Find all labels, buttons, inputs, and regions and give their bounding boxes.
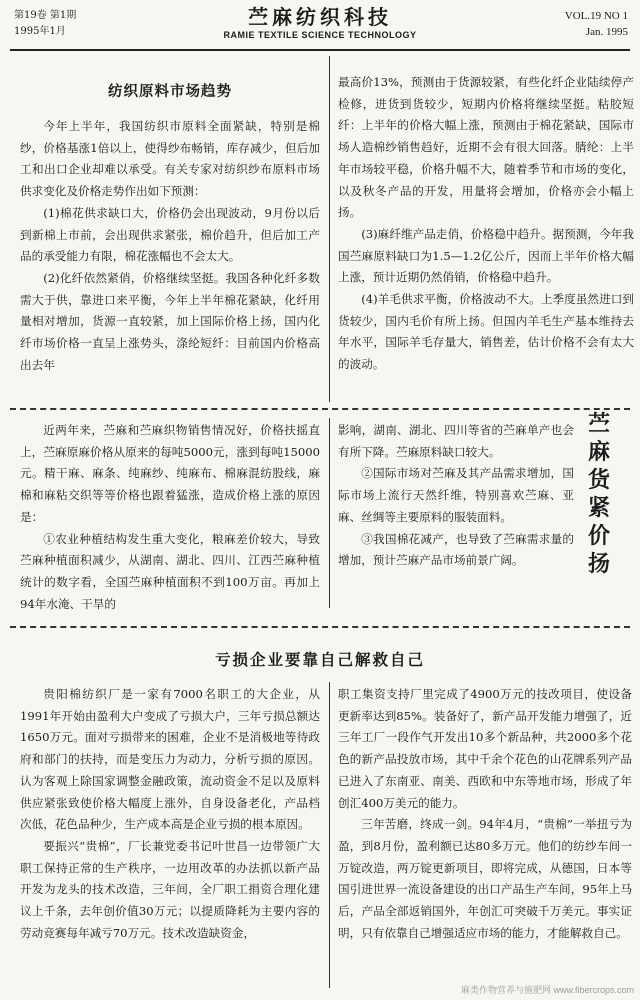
- article2-right-column: [338, 420, 574, 610]
- section-divider: [10, 626, 630, 628]
- volume-issue-cn: 第19卷 第1期: [14, 10, 77, 21]
- article2-title: 苎麻货紧价扬: [587, 411, 610, 577]
- header-center: [150, 6, 490, 42]
- article3-left-column: [20, 684, 320, 990]
- volume-issue-en: VOL.19 NO 1: [564, 10, 628, 22]
- journal-title-en: RAMIE TEXTILE SCIENCE TECHNOLOGY: [223, 30, 417, 40]
- article3-paragraph: 职工集资支持厂里完成了4900万元的技改项目，使设备更新率达到85%。装备好了，新产品开发能力增强了，近三年工厂一段作气开发出10多个新品种，共2000多个花色的新产品投放市场，其中千余个花色的山花牌系列产品已进入了东南亚、南美、西欧和中东等地市场，形成了年创汇400万美元的能力。: [338, 687, 632, 810]
- column-divider: [329, 56, 330, 402]
- article2-paragraph: ①农业种植结构发生重大变化，粮麻差价较大，导致苎麻种植面积减少，从湖南、湖北、四川、江西苎麻种植统计的数字看，全国苎麻种植面积不到100万亩。再加上94年水淹、干旱的: [20, 531, 320, 610]
- journal-header: [0, 0, 640, 50]
- watermark: 麻类作物营养与施肥网 www.fibercrops.com: [460, 985, 634, 995]
- article1-left-column: [20, 116, 320, 406]
- section-divider: [10, 408, 630, 410]
- header-left: [14, 8, 76, 40]
- article2-left-column: [20, 420, 320, 610]
- article3-right-column: [338, 684, 632, 990]
- journal-title-cn: 苎麻纺织科技: [248, 5, 392, 29]
- header-rule: [10, 49, 630, 51]
- article1-paragraph: (1)棉花供求缺口大，价格仍会出现波动，9月份以后到新棉上市前，会出现供求紧张，棉价趋升，但后加工产品的承受能力有限，棉花涨幅也不会太大。: [20, 205, 320, 264]
- article3-title: 亏损企业要靠自己解救自己: [214, 650, 425, 669]
- article1-paragraph: (3)麻纤维产品走俏，价格稳中趋升。据预测，今年我国苎麻原料缺口为1.5—1.2亿公斤，因而上半年价格大幅上涨，预计近期仍然俏销，价格稳中趋升。: [338, 226, 634, 285]
- article1-paragraph: (2)化纤依然紧俏，价格继续坚挺。我国各种化纤多数需大于供，靠进口来平衡，今年上半年棉花紧缺，化纤用量相对增加，货源一直较紧，加上国际价格上扬，国内化纤市场价格一直呈上涨势头，涤纶短纤：目前国内价格高出去年: [20, 270, 320, 372]
- date-en: Jan. 1995: [585, 26, 628, 38]
- article1-paragraph: 最高价13%，预测由于货源较紧，有些化纤企业陆续停产检修，进货到货较少，短期内价格将继续坚挺。粘胶短纤：上半年的价格大幅上涨，预测由于棉花紧缺，国际市场人造棉纱销售趋好，近期不会有很大回落。腈纶：上半年市场较平稳，价格升幅不大，随着季节和市场的变化，以及秋冬产品的开发，用量将会增加，价格亦会小幅上扬。: [338, 75, 634, 220]
- article3-paragraph: 三年苦磨，终成一剑。94年4月，“贵棉”一举扭亏为盈，到8月份，盈利额已达80多万元。他们的纺纱车间一万锭改造，两万锭更新项目，即将完成，从德国，日本等国引进世界一流设备建设的出口产品生产车间，95年上马后，产品全部返销国外，年创汇可突破千万美元。事实证明，只有依靠自己增强适应市场的能力，才能解救自己。: [338, 817, 632, 940]
- article3-paragraph: 要振兴“贵棉”，厂长兼党委书记叶世昌一边带领广大职工保持正常的生产秩序，一边用改革的办法抓以新产品开发为龙头的技术改造，三年间，全厂职工捐资合理化建议上千条，去年创价值30万元；以提质降耗为主要内容的劳动竞赛每年减亏70万元。技术改造缺资金，: [20, 838, 320, 940]
- column-divider: [329, 418, 330, 608]
- article3-paragraph: 贵阳棉纺织厂是一家有7000名职工的大企业，从1991年开始由盈利大户变成了亏损大户，三年亏损总额达1650万元。面对亏损带来的困难，企业不是消极地等待政府和部门的扶持，而是变压力为动力，分析亏损的原因。认为客观上除国家调整金融政策，流动资金不足以及原料供应紧张致使价格大幅度上涨外，自身设备老化，产品档次低，花色品种少，生产成本高是企业亏损的根本原因。: [20, 687, 320, 832]
- article1-title: 纺织原料市场趋势: [108, 83, 232, 100]
- date-cn: 1995年1月: [14, 26, 66, 37]
- article1-right-column: [338, 72, 634, 406]
- header-right: [565, 8, 628, 40]
- article2-paragraph: 近两年来，苎麻和苎麻织物销售情况好，价格扶摇直上，苎麻原麻价格从原来的每吨5000元，涨到每吨15000元。精干麻、麻条、纯麻纱、纯麻布、棉麻混纺股线，麻棉和麻粘交织等等价格也跟着猛涨，造成价格上涨的原因是：: [20, 423, 320, 524]
- column-divider: [329, 682, 330, 988]
- article2-paragraph: ③我国棉花减产，也导致了苎麻需求量的增加，预计苎麻产品市场前景广阔。: [338, 531, 574, 568]
- article1-paragraph: 今年上半年，我国纺织市原料全面紧缺，特别是棉纱，价格基涨1倍以上，使得纱布畅销，库存减少，但后加工和出口企业却难以承受。有关专家对纺织纱布原料市场供求变化及价格走势作出如下预测：: [20, 119, 320, 199]
- article2-paragraph: 影响，湖南、湖北、四川等省的苎麻单产也会有所下降。苎麻原料缺口较大。: [338, 423, 574, 459]
- article2-paragraph: ②国际市场对苎麻及其产品需求增加，国际市场上流行天然纤维，特别喜欢苎麻、亚麻、丝绸等主要原料的服装面料。: [338, 466, 574, 524]
- article1-paragraph: (4)羊毛供求平衡，价格波动不大。上季度虽然进口到货较少，国内毛价有所上扬。但国内羊毛生产基本维持去年水平，国际羊毛存量大，销售差，估计价格不会有太大的波动。: [338, 292, 634, 372]
